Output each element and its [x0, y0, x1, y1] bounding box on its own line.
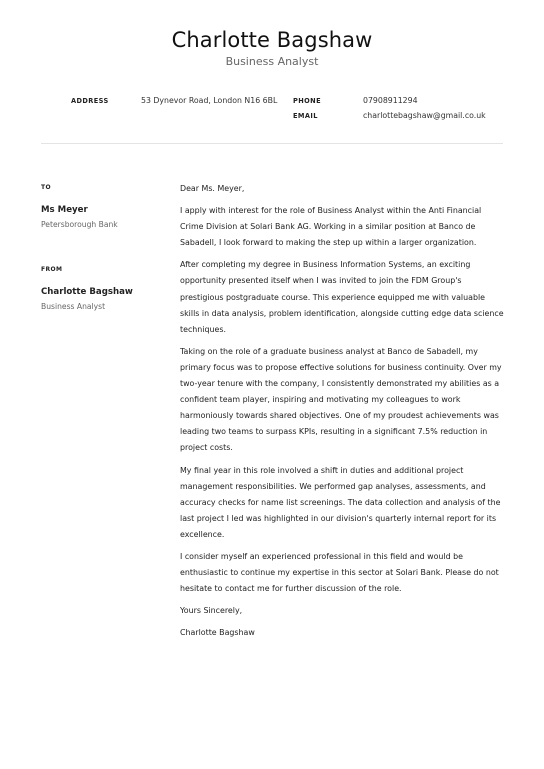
- sender-title-side: Business Analyst: [41, 302, 106, 311]
- phone-label: PHONE: [293, 97, 321, 105]
- letter-paragraph: My final year in this role involved a shift in duties and additional project management responsibilities. We performed gap analyses, assessments, and accuracy checks for name list screenings. The data collection and analysis of the last project I led was highlighted in our division's quarterly internal report for its excellence.: [180, 465, 501, 539]
- address-label: ADDRESS: [71, 97, 109, 105]
- email-value: charlottebagshaw@gmail.co.uk: [363, 111, 486, 120]
- letter-header: [0, 26, 544, 70]
- recipient-name: Ms Meyer: [41, 205, 88, 215]
- sender-name-side: Charlotte Bagshaw: [41, 287, 133, 297]
- letter-paragraph: I apply with interest for the role of Business Analyst within the Anti Financial Crime Division at Solari Bank AG. Working in a similar position at Banco de Sabadell, I look forward to making the step up within a larger organization.: [180, 206, 482, 248]
- letter-closing: Yours Sincerely,: [180, 606, 243, 616]
- email-label: EMAIL: [293, 112, 318, 120]
- address-value: 53 Dynevor Road, London N16 6BL: [141, 96, 278, 105]
- phone-value: 07908911294: [363, 96, 418, 105]
- to-label: TO: [41, 184, 51, 191]
- letter-paragraph: I consider myself an experienced professional in this field and would be enthusiastic to continue my expertise in this sector at Solari Bank. Please do not hesitate to contact me for further discussion of the role.: [180, 551, 499, 594]
- recipient-company: Petersborough Bank: [41, 220, 118, 229]
- letter-signature: Charlotte Bagshaw: [180, 628, 255, 638]
- from-label: FROM: [41, 266, 63, 273]
- letter-paragraph: After completing my degree in Business Information Systems, an exciting opportunity presented itself when I was invited to join the FDM Group's prestigious postgraduate course. This experience equipped me with valuable skills in data analysis, problem identification, alongside cutting edge data science techniques.: [180, 260, 504, 334]
- letter-greeting: Dear Ms. Meyer,: [180, 184, 245, 193]
- letter-body: [180, 181, 506, 647]
- sender-title: Business Analyst: [225, 55, 319, 68]
- sender-name: Charlotte Bagshaw: [171, 28, 373, 52]
- letter-paragraph: Taking on the role of a graduate business analyst at Banco de Sabadell, my primary focus was to propose effective solutions for business continuity. Over my two-year tenure with the company, I consistently demonstrated my abilities as a confident team player, inspiring and motivating my colleagues to work harmoniously towards shared objectives. One of my proudest achievements was leading two teams to surpass KPIs, resulting in a significant 7.5% reduction in project costs.: [180, 346, 502, 453]
- header-divider: [41, 143, 503, 144]
